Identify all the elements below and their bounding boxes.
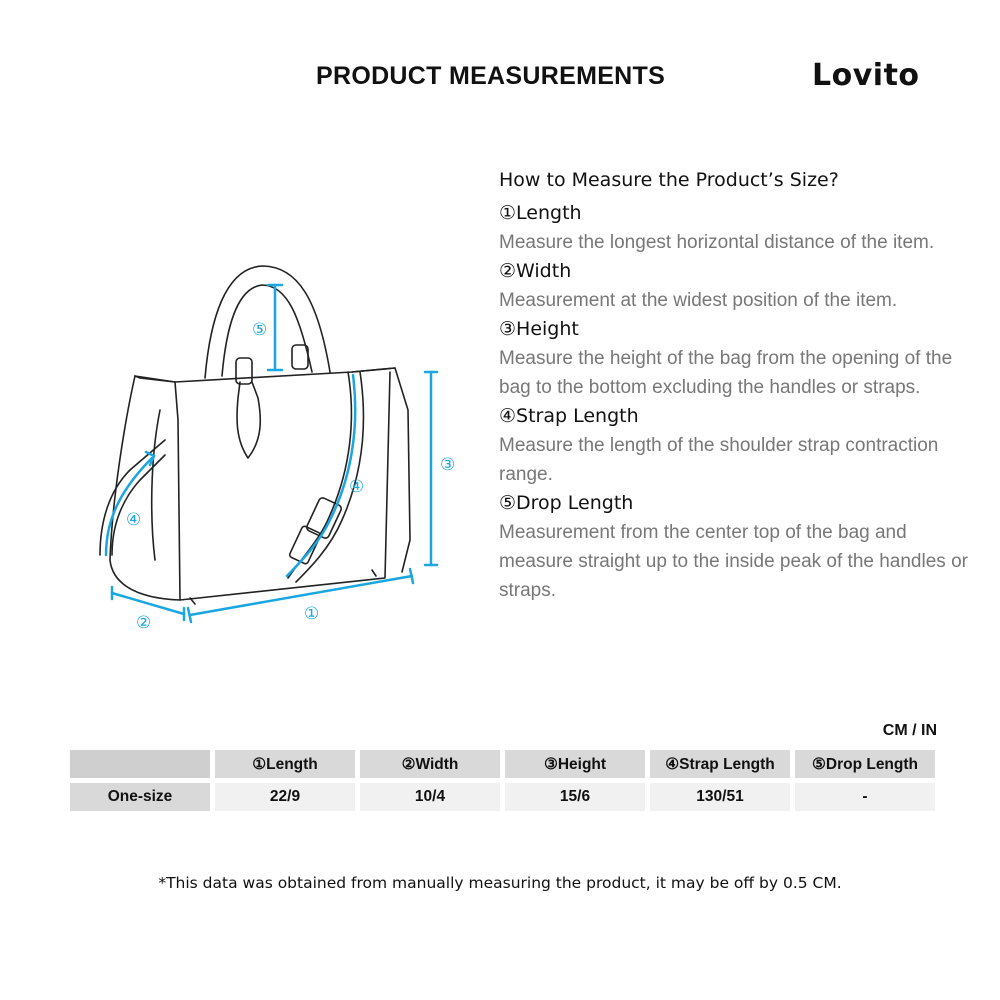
table-row	[70, 783, 936, 811]
instruction-desc-width: Measurement at the widest position of the item.	[499, 290, 898, 311]
marker-width: ②	[136, 613, 152, 633]
page-title: PRODUCT MEASUREMENTS	[316, 62, 666, 90]
table-header-cell: ④Strap Length	[650, 750, 790, 778]
instruction-heading-height: ③Height	[499, 318, 579, 340]
instructions-question: How to Measure the Product’s Size?	[499, 169, 839, 191]
measurement-instructions	[499, 168, 969, 605]
measurement-footnote: *This data was obtained from manually measuring the product, it may be off by 0.5 CM.	[158, 874, 842, 892]
marker-drop: ⑤	[252, 320, 268, 340]
table-cell: -	[795, 783, 935, 811]
table-cell: 10/4	[360, 783, 500, 811]
instruction-desc-height: Measure the height of the bag from the opening of the bag to the bottom excluding the handles or straps.	[499, 348, 953, 398]
table-header-cell: ①Length	[215, 750, 355, 778]
instruction-desc-strap-length: Measure the length of the shoulder strap contraction range.	[499, 435, 939, 485]
marker-height: ③	[440, 455, 456, 475]
table-header-cell: ②Width	[360, 750, 500, 778]
instruction-heading-length: ①Length	[499, 202, 582, 224]
instruction-desc-length: Measure the longest horizontal distance of the item.	[499, 232, 935, 253]
table-header-cell: ③Height	[505, 750, 645, 778]
table-row-label: One-size	[70, 783, 210, 811]
brand-logo: Lovito	[812, 58, 920, 93]
instruction-heading-width: ②Width	[499, 260, 572, 282]
marker-length: ①	[304, 604, 320, 624]
table-cell: 22/9	[215, 783, 355, 811]
units-label: CM / IN	[882, 722, 937, 739]
instruction-heading-strap-length: ④Strap Length	[499, 405, 639, 427]
table-cell: 130/51	[650, 783, 790, 811]
marker-strap-right: ④	[349, 477, 365, 497]
instruction-heading-drop-length: ⑤Drop Length	[499, 492, 634, 514]
instruction-desc-drop-length: Measurement from the center top of the bag and measure straight up to the inside peak of the handles or straps.	[499, 522, 968, 601]
size-table	[70, 750, 936, 816]
table-header-row	[70, 750, 936, 778]
table-header-cell: ⑤Drop Length	[795, 750, 935, 778]
table-cell: 15/6	[505, 783, 645, 811]
table-header-cell	[70, 750, 210, 778]
bag-illustration	[60, 250, 480, 650]
marker-strap-left: ④	[126, 510, 142, 530]
